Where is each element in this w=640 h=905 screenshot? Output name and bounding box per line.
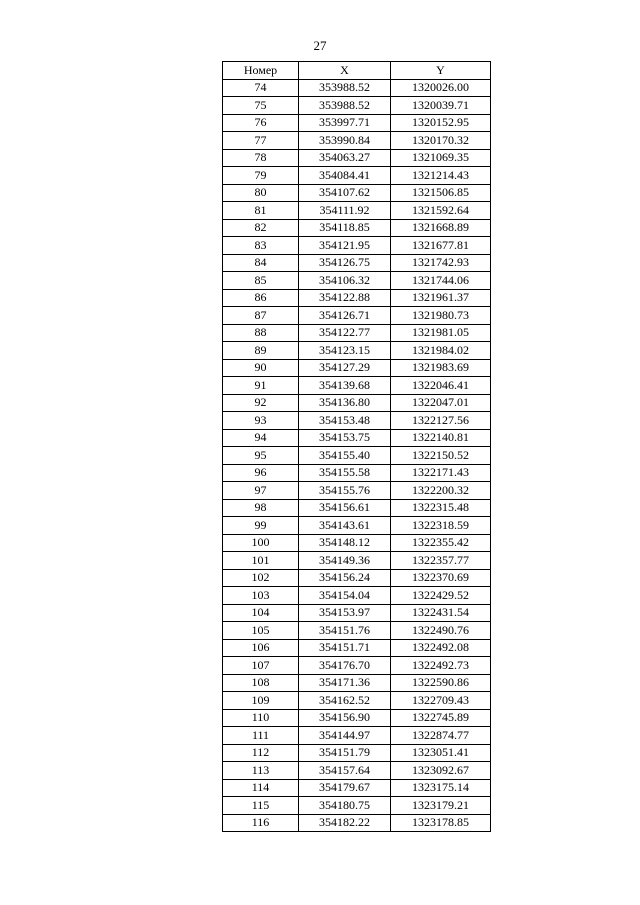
cell-y: 1322370.69 [391, 569, 491, 587]
cell-number: 104 [223, 604, 299, 622]
cell-number: 106 [223, 639, 299, 657]
cell-y: 1321983.69 [391, 359, 491, 377]
cell-x: 354154.04 [299, 587, 391, 605]
cell-y: 1322429.52 [391, 587, 491, 605]
cell-number: 79 [223, 167, 299, 185]
cell-number: 112 [223, 744, 299, 762]
cell-number: 94 [223, 429, 299, 447]
cell-x: 354127.29 [299, 359, 391, 377]
cell-y: 1322127.56 [391, 412, 491, 430]
cell-x: 354155.76 [299, 482, 391, 500]
cell-number: 109 [223, 692, 299, 710]
cell-y: 1321506.85 [391, 184, 491, 202]
table-row [223, 202, 491, 220]
cell-y: 1322171.43 [391, 464, 491, 482]
table-row [223, 709, 491, 727]
table-row [223, 482, 491, 500]
cell-x: 354151.79 [299, 744, 391, 762]
table-row [223, 167, 491, 185]
table-row [223, 814, 491, 832]
cell-y: 1323092.67 [391, 762, 491, 780]
table-row [223, 692, 491, 710]
cell-y: 1321744.06 [391, 272, 491, 290]
cell-x: 354123.15 [299, 342, 391, 360]
cell-x: 354063.27 [299, 149, 391, 167]
cell-number: 89 [223, 342, 299, 360]
cell-y: 1322200.32 [391, 482, 491, 500]
cell-x: 354148.12 [299, 534, 391, 552]
cell-x: 354176.70 [299, 657, 391, 675]
table-row [223, 79, 491, 97]
cell-y: 1322150.52 [391, 447, 491, 465]
cell-number: 92 [223, 394, 299, 412]
cell-number: 75 [223, 97, 299, 115]
cell-number: 96 [223, 464, 299, 482]
table-row [223, 464, 491, 482]
cell-number: 85 [223, 272, 299, 290]
table-row [223, 219, 491, 237]
cell-y: 1320152.95 [391, 114, 491, 132]
cell-y: 1322492.08 [391, 639, 491, 657]
cell-y: 1322490.76 [391, 622, 491, 640]
cell-y: 1321592.64 [391, 202, 491, 220]
cell-y: 1323179.21 [391, 797, 491, 815]
page-number: 27 [313, 38, 327, 53]
cell-y: 1321214.43 [391, 167, 491, 185]
cell-y: 1323051.41 [391, 744, 491, 762]
cell-number: 103 [223, 587, 299, 605]
cell-number: 108 [223, 674, 299, 692]
cell-y: 1322355.42 [391, 534, 491, 552]
cell-y: 1322590.86 [391, 674, 491, 692]
cell-x: 354171.36 [299, 674, 391, 692]
cell-y: 1322431.54 [391, 604, 491, 622]
cell-y: 1320026.00 [391, 79, 491, 97]
table-row [223, 674, 491, 692]
cell-x: 354126.71 [299, 307, 391, 325]
cell-number: 110 [223, 709, 299, 727]
header-x: X [299, 62, 391, 80]
cell-x: 354122.88 [299, 289, 391, 307]
cell-x: 354136.80 [299, 394, 391, 412]
cell-x: 354111.92 [299, 202, 391, 220]
table-row [223, 604, 491, 622]
cell-y: 1322318.59 [391, 517, 491, 535]
cell-number: 80 [223, 184, 299, 202]
table-row [223, 657, 491, 675]
cell-number: 87 [223, 307, 299, 325]
cell-y: 1321677.81 [391, 237, 491, 255]
cell-number: 97 [223, 482, 299, 500]
cell-x: 354084.41 [299, 167, 391, 185]
cell-x: 354118.85 [299, 219, 391, 237]
table-row [223, 272, 491, 290]
table-row [223, 429, 491, 447]
cell-x: 353997.71 [299, 114, 391, 132]
cell-number: 116 [223, 814, 299, 832]
cell-number: 82 [223, 219, 299, 237]
cell-x: 354149.36 [299, 552, 391, 570]
cell-x: 354156.90 [299, 709, 391, 727]
table-row [223, 587, 491, 605]
cell-y: 1322140.81 [391, 429, 491, 447]
cell-number: 78 [223, 149, 299, 167]
table-row [223, 552, 491, 570]
table-header-row [223, 62, 491, 80]
cell-number: 100 [223, 534, 299, 552]
cell-number: 115 [223, 797, 299, 815]
cell-number: 99 [223, 517, 299, 535]
cell-x: 354126.75 [299, 254, 391, 272]
table-body [223, 79, 491, 832]
cell-x: 354153.75 [299, 429, 391, 447]
cell-x: 353988.52 [299, 79, 391, 97]
table-row [223, 254, 491, 272]
table-row [223, 447, 491, 465]
cell-x: 354153.48 [299, 412, 391, 430]
cell-x: 353988.52 [299, 97, 391, 115]
table-row [223, 342, 491, 360]
cell-x: 354156.61 [299, 499, 391, 517]
cell-y: 1321668.89 [391, 219, 491, 237]
cell-x: 354180.75 [299, 797, 391, 815]
table-row [223, 622, 491, 640]
table-row [223, 237, 491, 255]
cell-number: 102 [223, 569, 299, 587]
table-row [223, 744, 491, 762]
cell-number: 76 [223, 114, 299, 132]
cell-x: 354144.97 [299, 727, 391, 745]
table-row [223, 797, 491, 815]
cell-number: 111 [223, 727, 299, 745]
cell-y: 1323178.85 [391, 814, 491, 832]
cell-number: 107 [223, 657, 299, 675]
cell-y: 1321980.73 [391, 307, 491, 325]
cell-number: 98 [223, 499, 299, 517]
cell-number: 113 [223, 762, 299, 780]
cell-x: 354155.58 [299, 464, 391, 482]
cell-y: 1322315.48 [391, 499, 491, 517]
cell-number: 81 [223, 202, 299, 220]
cell-y: 1321742.93 [391, 254, 491, 272]
table-row [223, 359, 491, 377]
table-row [223, 307, 491, 325]
table-row [223, 324, 491, 342]
cell-x: 354143.61 [299, 517, 391, 535]
cell-x: 354122.77 [299, 324, 391, 342]
table-row [223, 412, 491, 430]
table-row [223, 394, 491, 412]
cell-number: 77 [223, 132, 299, 150]
cell-x: 354151.71 [299, 639, 391, 657]
table-row [223, 184, 491, 202]
cell-y: 1321961.37 [391, 289, 491, 307]
table-row [223, 517, 491, 535]
table-row [223, 727, 491, 745]
cell-number: 74 [223, 79, 299, 97]
cell-y: 1323175.14 [391, 779, 491, 797]
cell-x: 354139.68 [299, 377, 391, 395]
cell-x: 354179.67 [299, 779, 391, 797]
header-number: Номер [223, 62, 299, 80]
cell-y: 1321069.35 [391, 149, 491, 167]
cell-x: 354155.40 [299, 447, 391, 465]
cell-number: 91 [223, 377, 299, 395]
table-row [223, 499, 491, 517]
cell-x: 354162.52 [299, 692, 391, 710]
cell-x: 354121.95 [299, 237, 391, 255]
cell-x: 354151.76 [299, 622, 391, 640]
cell-x: 353990.84 [299, 132, 391, 150]
cell-y: 1322047.01 [391, 394, 491, 412]
cell-number: 95 [223, 447, 299, 465]
cell-number: 83 [223, 237, 299, 255]
coordinates-table [222, 61, 491, 832]
cell-number: 86 [223, 289, 299, 307]
cell-x: 354182.22 [299, 814, 391, 832]
header-y: Y [391, 62, 491, 80]
cell-y: 1322046.41 [391, 377, 491, 395]
table-row [223, 534, 491, 552]
table-row [223, 779, 491, 797]
table-row [223, 289, 491, 307]
cell-y: 1321984.02 [391, 342, 491, 360]
cell-x: 354157.64 [299, 762, 391, 780]
cell-x: 354107.62 [299, 184, 391, 202]
cell-y: 1321981.05 [391, 324, 491, 342]
cell-x: 354153.97 [299, 604, 391, 622]
cell-y: 1322709.43 [391, 692, 491, 710]
cell-y: 1322492.73 [391, 657, 491, 675]
cell-number: 114 [223, 779, 299, 797]
cell-number: 84 [223, 254, 299, 272]
cell-y: 1320039.71 [391, 97, 491, 115]
cell-number: 101 [223, 552, 299, 570]
cell-x: 354156.24 [299, 569, 391, 587]
cell-number: 88 [223, 324, 299, 342]
cell-y: 1322357.77 [391, 552, 491, 570]
cell-y: 1320170.32 [391, 132, 491, 150]
table-row [223, 569, 491, 587]
table-row [223, 762, 491, 780]
table-row [223, 377, 491, 395]
table-row [223, 149, 491, 167]
cell-y: 1322745.89 [391, 709, 491, 727]
cell-x: 354106.32 [299, 272, 391, 290]
table-row [223, 132, 491, 150]
cell-number: 105 [223, 622, 299, 640]
cell-number: 90 [223, 359, 299, 377]
table-row [223, 97, 491, 115]
cell-y: 1322874.77 [391, 727, 491, 745]
table-row [223, 639, 491, 657]
cell-number: 93 [223, 412, 299, 430]
table-row [223, 114, 491, 132]
